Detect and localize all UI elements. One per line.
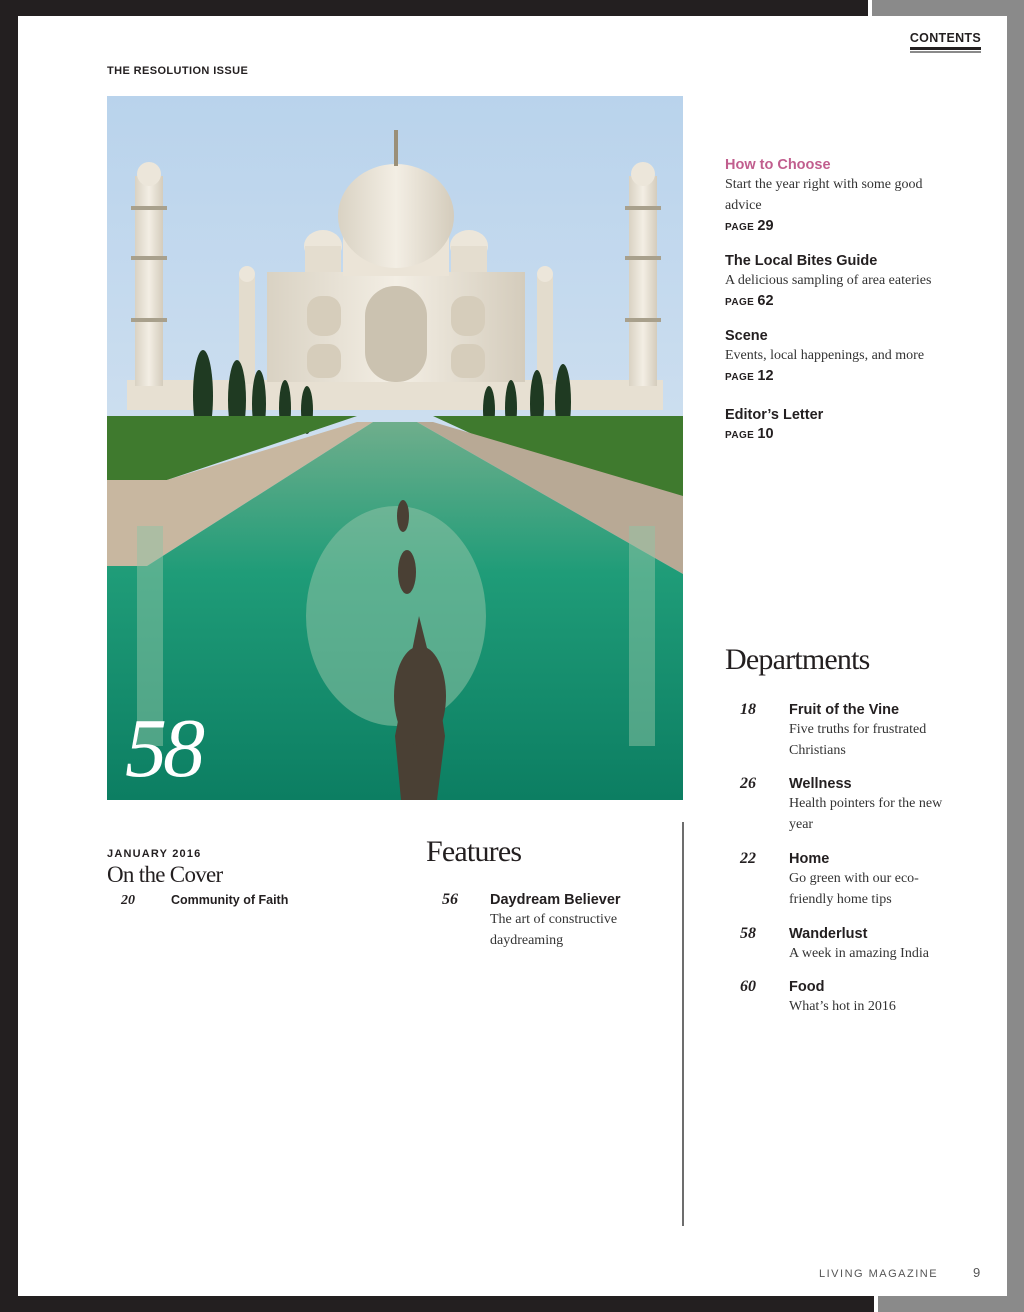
frame-left-bar xyxy=(0,0,18,1312)
page-number: 62 xyxy=(757,293,774,309)
page-number: 10 xyxy=(757,426,774,442)
feature-page-ref xyxy=(725,424,955,446)
feature-entry-how-to-choose[interactable] xyxy=(725,156,955,238)
features-description: The art of constructive daydreaming xyxy=(490,912,618,948)
department-description: Go green with our eco-friendly home tips xyxy=(789,871,919,907)
page-label: PAGE xyxy=(725,430,755,441)
page-label: PAGE xyxy=(725,222,755,233)
page-number: 12 xyxy=(757,368,774,384)
issue-label: THE RESOLUTION ISSUE xyxy=(107,65,249,77)
department-description: Health pointers for the new year xyxy=(789,796,943,832)
department-page-number: 22 xyxy=(740,850,756,867)
feature-description: Events, local happenings, and more xyxy=(725,348,925,363)
on-the-cover-heading: On the Cover xyxy=(107,862,223,887)
frame-top-bar xyxy=(0,0,868,16)
page-label: PAGE xyxy=(725,372,755,383)
department-page-number: 60 xyxy=(740,978,756,995)
feature-page-ref xyxy=(725,366,955,388)
feature-title: Editor’s Letter xyxy=(725,407,824,423)
issue-date: JANUARY 2016 xyxy=(107,848,202,860)
department-description: What’s hot in 2016 xyxy=(789,999,896,1014)
department-title: Fruit of the Vine xyxy=(789,702,900,718)
feature-description: Start the year right with some good advice xyxy=(725,177,923,213)
departments-heading: Departments xyxy=(725,643,870,676)
column-divider xyxy=(682,822,684,1226)
feature-entry-local-bites[interactable] xyxy=(725,252,955,313)
feature-entry-editors-letter[interactable] xyxy=(725,406,955,446)
frame-bottom-accent xyxy=(878,1296,1024,1312)
department-page-number: 18 xyxy=(740,701,756,718)
frame-right-bar xyxy=(1007,0,1024,1312)
cover-page-number: 20 xyxy=(121,893,135,908)
feature-title: Scene xyxy=(725,328,768,344)
department-title: Wellness xyxy=(789,776,852,792)
feature-title: The Local Bites Guide xyxy=(725,253,878,269)
feature-page-ref xyxy=(725,216,955,238)
features-page-number: 56 xyxy=(442,891,458,908)
frame-top-accent xyxy=(872,0,1024,16)
department-description: Five truths for frustrated Christians xyxy=(789,722,927,758)
feature-entry-scene[interactable] xyxy=(725,327,955,388)
feature-title: How to Choose xyxy=(725,157,831,173)
page-label: PAGE xyxy=(725,297,755,308)
footer-page-number: 9 xyxy=(973,1265,981,1280)
feature-description: A delicious sampling of area eateries xyxy=(725,273,932,288)
page-number: 29 xyxy=(757,218,774,234)
cover-title: Community of Faith xyxy=(171,893,289,907)
department-title: Home xyxy=(789,851,830,867)
features-title: Daydream Believer xyxy=(490,892,621,908)
feature-page-ref xyxy=(725,291,955,313)
photo-page-number: 58 xyxy=(125,702,201,795)
taj-mahal-photo xyxy=(107,96,683,800)
footer-magazine-name: LIVING MAGAZINE xyxy=(819,1268,939,1280)
department-description: A week in amazing India xyxy=(789,946,929,961)
department-page-number: 58 xyxy=(740,925,756,942)
contents-label: CONTENTS xyxy=(910,31,981,50)
department-title: Wanderlust xyxy=(789,926,868,942)
department-page-number: 26 xyxy=(740,775,756,792)
department-title: Food xyxy=(789,979,825,995)
features-heading: Features xyxy=(426,835,522,868)
frame-bottom-bar xyxy=(0,1296,874,1312)
